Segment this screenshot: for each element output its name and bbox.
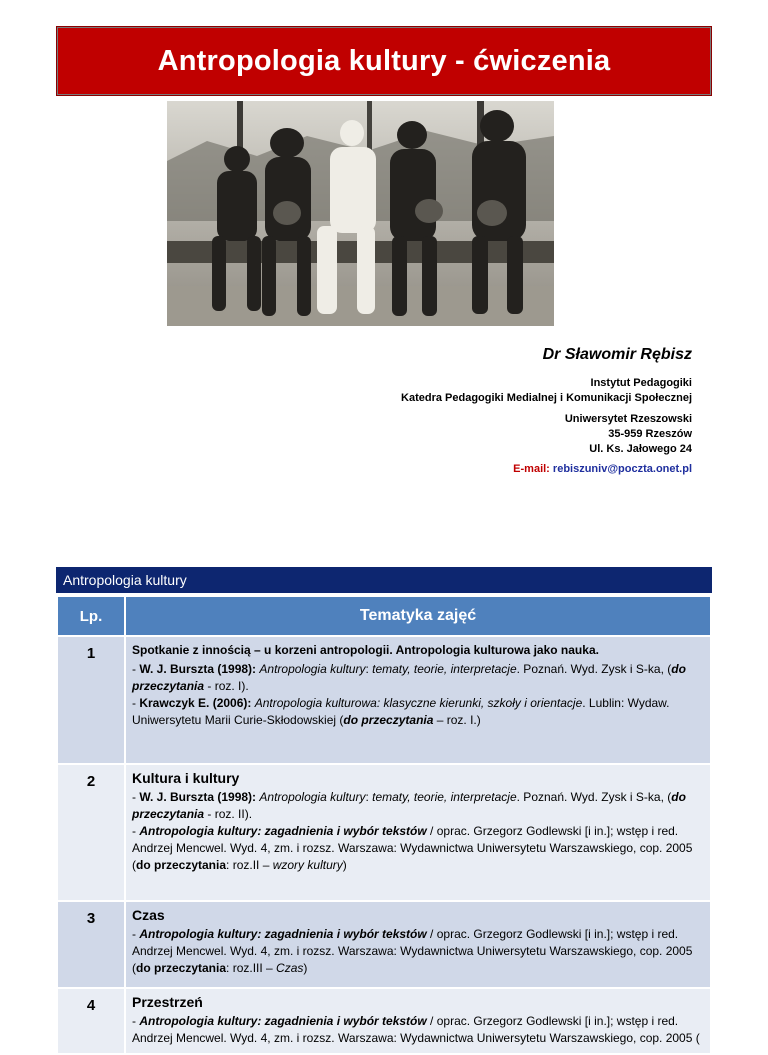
row-number: 2 (57, 764, 125, 901)
author-name: Dr Sławomir Rębisz (542, 346, 692, 363)
row-number: 3 (57, 901, 125, 988)
institute: Instytut Pedagogiki (590, 377, 692, 389)
table-row (57, 901, 711, 988)
topic-title: Przestrzeń (132, 994, 203, 1010)
row-content (125, 988, 711, 1054)
reference-line: - W. J. Burszta (1998): Antropologia kultury: tematy, teorie, interpretacje. Poznań. Wyd. Zysk i S-ka, (do przeczytania - roz. I). (132, 662, 686, 693)
email-line (401, 463, 692, 475)
postal-code: 35-959 Rzeszów (608, 428, 692, 440)
table-header-row (57, 596, 711, 636)
table-title: Antropologia kultury (56, 567, 712, 593)
row-content (125, 636, 711, 764)
table-row (57, 988, 711, 1054)
page-title: Antropologia kultury - ćwiczenia (157, 44, 611, 77)
university: Uniwersytet Rzeszowski (564, 413, 692, 425)
schedule-table-container (56, 567, 712, 1055)
schedule-table (56, 595, 712, 1055)
contact-block (401, 346, 692, 475)
historical-photo (167, 101, 554, 326)
table-row (57, 636, 711, 764)
department: Katedra Pedagogiki Medialnej i Komunikacji Społecznej (401, 392, 692, 404)
topic-title: Czas (132, 907, 165, 923)
reference-line: - Krawczyk E. (2006): Antropologia kulturowa: klasyczne kierunki, szkoły i orientacje. Lublin: Wydaw. Uniwersytetu Marii Curie-Skłodowskiej (do przeczytania – roz. I.) (132, 696, 670, 727)
row-content (125, 901, 711, 988)
email-label: E-mail: (513, 463, 550, 475)
row-number: 4 (57, 988, 125, 1054)
header-lp: Lp. (57, 596, 125, 636)
reference-line: - Antropologia kultury: zagadnienia i wybór tekstów / oprac. Grzegorz Godlewski [i in.]; wstęp i red. Andrzej Mencwel. Wyd. 4, zm. i rozsz. Warszawa: Wydawnictwa Uniwersytetu Warszawskiego, cop. 2005 (do przeczytania: roz.II – wzory kultury) (132, 824, 693, 872)
street-address: Ul. Ks. Jałowego 24 (589, 443, 692, 455)
topic-title: Kultura i kultury (132, 770, 240, 786)
title-banner (56, 26, 712, 96)
table-row (57, 764, 711, 901)
row-number: 1 (57, 636, 125, 764)
header-topic: Tematyka zajęć (125, 596, 711, 636)
photo-illustration (167, 101, 554, 326)
reference-line: - Antropologia kultury: zagadnienia i wybór tekstów / oprac. Grzegorz Godlewski [i in.]; wstęp i red. Andrzej Mencwel. Wyd. 4, zm. i rozsz. Warszawa: Wydawnictwa Uniwersytetu Warszawskiego, cop. 2005 (do przeczytania: roz.III – Czas) (132, 927, 693, 975)
email-link[interactable]: rebiszuniv@poczta.onet.pl (552, 463, 692, 475)
row-content (125, 764, 711, 901)
topic-title: Spotkanie z innością – u korzeni antropologii. Antropologia kulturowa jako nauka. (132, 643, 599, 657)
reference-line: - W. J. Burszta (1998): Antropologia kultury: tematy, teorie, interpretacje. Poznań. Wyd. Zysk i S-ka, (do przeczytania - roz. II). (132, 790, 686, 821)
reference-line: - Antropologia kultury: zagadnienia i wybór tekstów / oprac. Grzegorz Godlewski [i in.]; wstęp i red. Andrzej Mencwel. Wyd. 4, zm. i rozsz. Warszawa: Wydawnictwa Uniwersytetu Warszawskiego, cop. 2005 ( (132, 1014, 700, 1045)
